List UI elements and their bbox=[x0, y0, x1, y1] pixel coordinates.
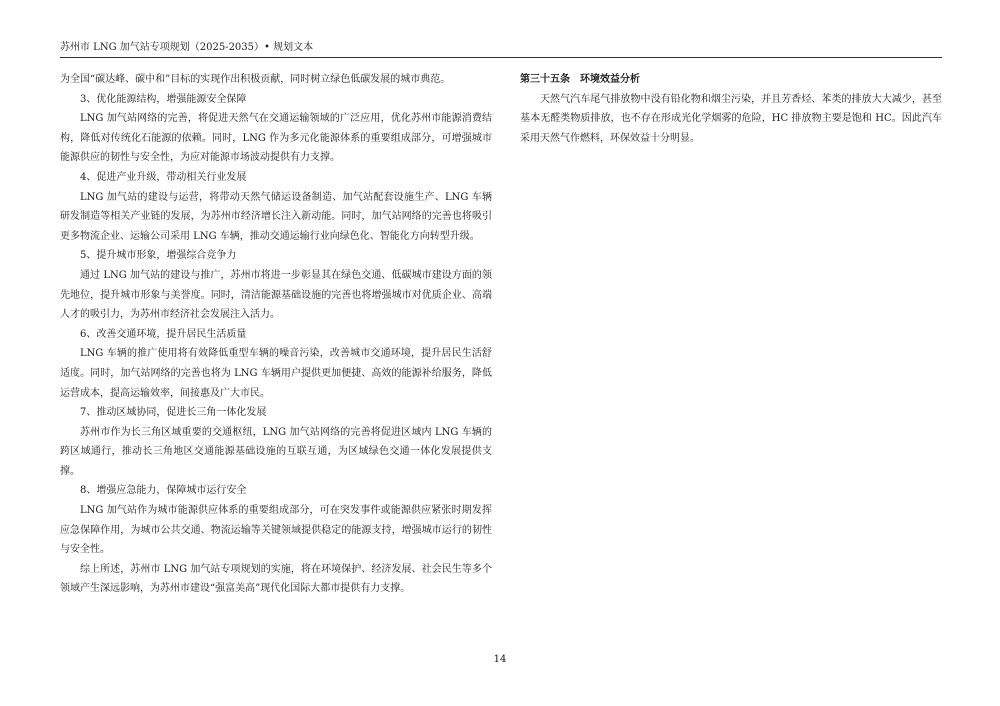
item-body-7: 苏州市作为长三角区域重要的交通枢纽，LNG 加气站网络的完善将促进区域内 LNG 车辆的跨区域通行，推动长三角地区交通能源基础设施的互联互通，为区域绿色交通一体化发展提供支撑。 bbox=[60, 426, 492, 477]
section-title: 第三十五条 环境效益分析 bbox=[520, 74, 640, 85]
document-header: 苏州市 LNG 加气站专项规划（2025-2035）• 规划文本 bbox=[60, 42, 314, 53]
continued-paragraph: 为全国“碳达峰、碳中和”目标的实现作出积极贡献，同时树立绿色低碳发展的城市典范。 bbox=[60, 74, 451, 85]
item-heading-4: 4、促进产业升级，带动相关行业发展 bbox=[80, 171, 247, 183]
left-text-column bbox=[60, 70, 492, 599]
item-body-5: 通过 LNG 加气站的建设与推广，苏州市将进一步彰显其在绿色交通、低碳城市建设方面的领先地位，提升城市形象与美誉度。同时，清洁能源基础设施的完善也将增强城市对优质企业、高端人才的吸引力，为苏州市经济社会发展注入活力。 bbox=[60, 269, 492, 321]
item-heading-3: 3、优化能源结构，增强能源安全保障 bbox=[80, 93, 247, 105]
item-heading-6: 6、改善交通环境，提升居民生活质量 bbox=[80, 328, 247, 340]
item-body-4: LNG 加气站的建设与运营，将带动天然气储运设备制造、加气站配套设施生产、LNG 车辆研发制造等相关产业链的发展，为苏州市经济增长注入新动能。同时，加气站网络的完善也将吸引更多物流企业、运输公司采用 LNG 车辆，推动交通运输行业向绿色化、智能化方向转型升级。 bbox=[60, 191, 492, 242]
item-body-8: LNG 加气站作为城市能源供应体系的重要组成部分，可在突发事件或能源供应紧张时期发挥应急保障作用，为城市公共交通、物流运输等关键领域提供稳定的能源支持，增强城市运行的韧性与安全性。 bbox=[60, 505, 492, 556]
right-text-column bbox=[520, 70, 942, 148]
section-body: 天然气汽车尾气排放物中没有铅化物和烟尘污染，并且芳香烃、苯类的排放大大减少，甚至基本无醛类物质排放，也不存在形成光化学烟雾的危险，HC 排放物主要是饱和 HC。因此汽车采用天然气作燃料，环保效益十分明显。 bbox=[520, 93, 942, 144]
item-heading-8: 8、增强应急能力，保障城市运行安全 bbox=[80, 485, 247, 497]
summary-paragraph: 综上所述，苏州市 LNG 加气站专项规划的实施，将在环境保护、经济发展、社会民生等多个领域产生深远影响，为苏州市建设“强富美高”现代化国际大都市提供有力支撑。 bbox=[60, 563, 492, 595]
header-divider bbox=[60, 57, 942, 58]
item-heading-7: 7、推动区域协同，促进长三角一体化发展 bbox=[80, 407, 267, 419]
page-number: 14 bbox=[493, 654, 507, 665]
item-body-6: LNG 车辆的推广使用将有效降低重型车辆的噪音污染，改善城市交通环境，提升居民生活舒适度。同时，加气站网络的完善也将为 LNG 车辆用户提供更加便捷、高效的能源补给服务，降低运营成本，提高运输效率，间接惠及广大市民。 bbox=[60, 348, 492, 399]
item-heading-5: 5、提升城市形象，增强综合竞争力 bbox=[80, 250, 237, 262]
item-body-3: LNG 加气站网络的完善，将促进天然气在交通运输领域的广泛应用，优化苏州市能源消费结构，降低对传统化石能源的依赖。同时，LNG 作为多元化能源体系的重要组成部分，可增强城市能源供应的韧性与安全性，为应对能源市场波动提供有力支撑。 bbox=[60, 113, 492, 164]
